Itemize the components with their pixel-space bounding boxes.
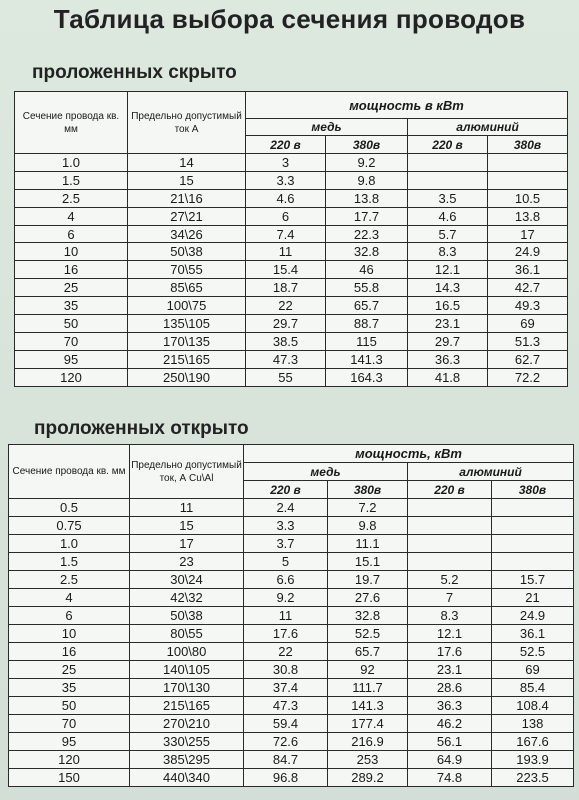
cell-copper-380: 55.8	[326, 279, 408, 297]
cell-copper-220: 3	[246, 154, 326, 172]
table-row	[9, 535, 574, 553]
cell-aluminium-380: 51.3	[488, 332, 568, 350]
cell-current: 215\165	[130, 697, 244, 715]
cell-current: 11	[130, 499, 244, 517]
cell-copper-380: 11.1	[328, 535, 408, 553]
cell-section: 2.5	[15, 189, 128, 207]
header-aluminium-380: 380в	[488, 136, 568, 154]
cell-aluminium-380: 223.5	[492, 769, 574, 787]
cell-section: 10	[15, 243, 128, 261]
cell-copper-380: 88.7	[326, 315, 408, 333]
cell-aluminium-220	[408, 535, 492, 553]
cell-section: 4	[9, 589, 130, 607]
cell-copper-220: 55	[246, 368, 326, 386]
cell-copper-380: 9.2	[326, 154, 408, 172]
header-aluminium-220: 220 в	[408, 481, 492, 499]
cell-aluminium-220: 23.1	[408, 661, 492, 679]
cell-copper-220: 29.7	[246, 315, 326, 333]
section-title-hidden: проложенных скрыто	[32, 62, 237, 83]
table-row	[9, 751, 574, 769]
cell-current: 85\65	[128, 279, 246, 297]
cell-aluminium-220	[408, 553, 492, 571]
cell-copper-380: 115	[326, 332, 408, 350]
cell-aluminium-220: 36.3	[408, 697, 492, 715]
cell-copper-380: 19.7	[328, 571, 408, 589]
table-row	[15, 154, 568, 172]
cell-section: 35	[9, 679, 130, 697]
cell-current: 170\135	[128, 332, 246, 350]
cell-copper-380: 32.8	[326, 243, 408, 261]
cell-copper-220: 17.6	[244, 625, 328, 643]
header-section: Сечение провода кв. мм	[9, 445, 130, 499]
cell-copper-380: 111.7	[328, 679, 408, 697]
cell-aluminium-380: 24.9	[488, 243, 568, 261]
cell-aluminium-220	[408, 154, 488, 172]
cell-copper-380: 9.8	[328, 517, 408, 535]
cell-current: 100\80	[130, 643, 244, 661]
cell-current: 15	[128, 171, 246, 189]
cell-aluminium-380: 193.9	[492, 751, 574, 769]
cell-aluminium-380: 15.7	[492, 571, 574, 589]
cell-section: 120	[15, 368, 128, 386]
header-section: Сечение провода кв. мм	[15, 92, 128, 154]
table-row	[9, 661, 574, 679]
cell-aluminium-220: 8.3	[408, 607, 492, 625]
cell-current: 21\16	[128, 189, 246, 207]
cell-section: 70	[15, 332, 128, 350]
cell-copper-380: 52.5	[328, 625, 408, 643]
cell-current: 250\190	[128, 368, 246, 386]
cell-section: 10	[9, 625, 130, 643]
cell-aluminium-220: 5.2	[408, 571, 492, 589]
cell-section: 150	[9, 769, 130, 787]
cell-copper-380: 177.4	[328, 715, 408, 733]
cell-aluminium-380: 138	[492, 715, 574, 733]
cell-aluminium-380: 10.5	[488, 189, 568, 207]
table-row	[15, 189, 568, 207]
cell-section: 70	[9, 715, 130, 733]
cell-aluminium-220: 12.1	[408, 625, 492, 643]
cell-section: 0.75	[9, 517, 130, 535]
cell-current: 385\295	[130, 751, 244, 769]
cell-current: 140\105	[130, 661, 244, 679]
cell-copper-380: 65.7	[328, 643, 408, 661]
cell-aluminium-380: 69	[488, 315, 568, 333]
table-open	[8, 444, 574, 787]
cell-copper-380: 289.2	[328, 769, 408, 787]
header-aluminium-220: 220 в	[408, 136, 488, 154]
header-aluminium-380: 380в	[492, 481, 574, 499]
cell-aluminium-380	[492, 553, 574, 571]
cell-aluminium-380	[492, 535, 574, 553]
cell-copper-380: 32.8	[328, 607, 408, 625]
header-copper-220: 220 в	[244, 481, 328, 499]
cell-copper-220: 5	[244, 553, 328, 571]
header-copper: медь	[244, 463, 408, 481]
cell-aluminium-220: 14.3	[408, 279, 488, 297]
table-row	[9, 589, 574, 607]
cell-copper-380: 253	[328, 751, 408, 769]
cell-current: 170\130	[130, 679, 244, 697]
table-row	[15, 225, 568, 243]
cell-section: 50	[9, 697, 130, 715]
cell-copper-380: 27.6	[328, 589, 408, 607]
header-aluminium: алюминий	[408, 119, 568, 136]
header-power: мощность в кВт	[246, 92, 568, 119]
cell-copper-220: 3.7	[244, 535, 328, 553]
cell-copper-220: 11	[246, 243, 326, 261]
cell-section: 1.5	[9, 553, 130, 571]
section-title-open: проложенных открыто	[34, 418, 249, 439]
cell-current: 14	[128, 154, 246, 172]
cell-aluminium-380: 21	[492, 589, 574, 607]
table-row	[9, 517, 574, 535]
cell-current: 215\165	[128, 350, 246, 368]
cell-aluminium-380: 42.7	[488, 279, 568, 297]
cell-aluminium-380: 167.6	[492, 733, 574, 751]
header-aluminium: алюминий	[408, 463, 574, 481]
cell-section: 25	[15, 279, 128, 297]
cell-aluminium-220: 7	[408, 589, 492, 607]
cell-aluminium-220: 16.5	[408, 297, 488, 315]
cell-copper-380: 92	[328, 661, 408, 679]
table-row	[9, 499, 574, 517]
cell-current: 70\55	[128, 261, 246, 279]
cell-aluminium-220: 23.1	[408, 315, 488, 333]
cell-aluminium-220: 36.3	[408, 350, 488, 368]
header-current: Предельно допустимый ток, А Cu\Al	[130, 445, 244, 499]
table-row	[15, 243, 568, 261]
cell-copper-220: 84.7	[244, 751, 328, 769]
header-copper-220: 220 в	[246, 136, 326, 154]
cell-current: 80\55	[130, 625, 244, 643]
cell-aluminium-220: 12.1	[408, 261, 488, 279]
cell-copper-380: 164.3	[326, 368, 408, 386]
cell-aluminium-220: 28.6	[408, 679, 492, 697]
cell-section: 120	[9, 751, 130, 769]
cell-current: 27\21	[128, 207, 246, 225]
cell-copper-380: 15.1	[328, 553, 408, 571]
table-row	[9, 679, 574, 697]
table-row	[9, 715, 574, 733]
cell-aluminium-220	[408, 499, 492, 517]
cell-copper-380: 22.3	[326, 225, 408, 243]
table-row	[9, 625, 574, 643]
cell-section: 1.5	[15, 171, 128, 189]
cell-copper-380: 46	[326, 261, 408, 279]
header-copper-380: 380в	[328, 481, 408, 499]
header-copper: медь	[246, 119, 408, 136]
cell-section: 95	[15, 350, 128, 368]
cell-aluminium-380: 108.4	[492, 697, 574, 715]
cell-current: 330\255	[130, 733, 244, 751]
cell-copper-220: 6.6	[244, 571, 328, 589]
cell-copper-220: 3.3	[246, 171, 326, 189]
cell-copper-380: 141.3	[328, 697, 408, 715]
cell-current: 100\75	[128, 297, 246, 315]
cell-copper-220: 38.5	[246, 332, 326, 350]
cell-copper-220: 22	[244, 643, 328, 661]
cell-aluminium-380	[492, 517, 574, 535]
cell-aluminium-380	[488, 171, 568, 189]
cell-copper-220: 47.3	[246, 350, 326, 368]
cell-aluminium-220	[408, 517, 492, 535]
table-row	[9, 571, 574, 589]
cell-copper-220: 96.8	[244, 769, 328, 787]
cell-aluminium-220: 5.7	[408, 225, 488, 243]
cell-section: 50	[15, 315, 128, 333]
cell-aluminium-380	[488, 154, 568, 172]
cell-copper-380: 13.8	[326, 189, 408, 207]
cell-copper-380: 7.2	[328, 499, 408, 517]
cell-current: 23	[130, 553, 244, 571]
cell-copper-220: 30.8	[244, 661, 328, 679]
cell-aluminium-220: 4.6	[408, 207, 488, 225]
cell-section: 16	[15, 261, 128, 279]
cell-aluminium-380: 62.7	[488, 350, 568, 368]
cell-copper-220: 59.4	[244, 715, 328, 733]
cell-aluminium-380: 52.5	[492, 643, 574, 661]
cell-copper-220: 6	[246, 207, 326, 225]
cell-current: 50\38	[128, 243, 246, 261]
table-row	[15, 350, 568, 368]
cell-copper-220: 9.2	[244, 589, 328, 607]
table-row	[9, 769, 574, 787]
cell-section: 16	[9, 643, 130, 661]
cell-copper-220: 47.3	[244, 697, 328, 715]
cell-aluminium-380: 24.9	[492, 607, 574, 625]
cell-aluminium-380: 36.1	[492, 625, 574, 643]
table-hidden	[14, 91, 568, 387]
cell-aluminium-380	[492, 499, 574, 517]
table-row	[9, 733, 574, 751]
table-row	[9, 607, 574, 625]
cell-aluminium-220: 64.9	[408, 751, 492, 769]
cell-current: 17	[130, 535, 244, 553]
cell-copper-380: 17.7	[326, 207, 408, 225]
table-row	[9, 553, 574, 571]
cell-current: 15	[130, 517, 244, 535]
table-row	[15, 261, 568, 279]
cell-section: 6	[9, 607, 130, 625]
cell-section: 1.0	[9, 535, 130, 553]
cell-copper-220: 11	[244, 607, 328, 625]
cell-copper-220: 2.4	[244, 499, 328, 517]
cell-aluminium-220	[408, 171, 488, 189]
table-row	[15, 368, 568, 386]
table-row	[15, 207, 568, 225]
table-row	[15, 297, 568, 315]
cell-aluminium-380: 36.1	[488, 261, 568, 279]
cell-current: 270\210	[130, 715, 244, 733]
cell-current: 34\26	[128, 225, 246, 243]
table-row	[15, 279, 568, 297]
cell-aluminium-220: 8.3	[408, 243, 488, 261]
cell-current: 30\24	[130, 571, 244, 589]
cell-section: 0.5	[9, 499, 130, 517]
cell-copper-220: 22	[246, 297, 326, 315]
cell-copper-220: 72.6	[244, 733, 328, 751]
cell-section: 4	[15, 207, 128, 225]
cell-copper-220: 18.7	[246, 279, 326, 297]
header-current: Предельно допустимый ток А	[128, 92, 246, 154]
cell-current: 50\38	[130, 607, 244, 625]
table-row	[15, 332, 568, 350]
cell-aluminium-380: 69	[492, 661, 574, 679]
cell-section: 6	[15, 225, 128, 243]
cell-aluminium-380: 49.3	[488, 297, 568, 315]
cell-aluminium-380: 85.4	[492, 679, 574, 697]
table-row	[9, 697, 574, 715]
cell-copper-220: 37.4	[244, 679, 328, 697]
cell-copper-220: 7.4	[246, 225, 326, 243]
cell-aluminium-220: 17.6	[408, 643, 492, 661]
cell-aluminium-220: 46.2	[408, 715, 492, 733]
cell-aluminium-380: 17	[488, 225, 568, 243]
cell-aluminium-220: 56.1	[408, 733, 492, 751]
cell-current: 440\340	[130, 769, 244, 787]
cell-copper-380: 141.3	[326, 350, 408, 368]
cell-copper-220: 15.4	[246, 261, 326, 279]
cell-copper-380: 216.9	[328, 733, 408, 751]
cell-aluminium-220: 29.7	[408, 332, 488, 350]
cell-copper-380: 9.8	[326, 171, 408, 189]
cell-copper-380: 65.7	[326, 297, 408, 315]
cell-copper-220: 3.3	[244, 517, 328, 535]
page-title: Таблица выбора сечения проводов	[53, 4, 526, 34]
cell-section: 1.0	[15, 154, 128, 172]
table-row	[15, 315, 568, 333]
cell-section: 35	[15, 297, 128, 315]
header-power: мощность, кВт	[244, 445, 574, 463]
cell-section: 95	[9, 733, 130, 751]
cell-copper-220: 4.6	[246, 189, 326, 207]
table-row	[9, 643, 574, 661]
cell-section: 25	[9, 661, 130, 679]
table-row	[15, 171, 568, 189]
cell-aluminium-220: 74.8	[408, 769, 492, 787]
cell-section: 2.5	[9, 571, 130, 589]
cell-aluminium-220: 41.8	[408, 368, 488, 386]
cell-current: 42\32	[130, 589, 244, 607]
cell-aluminium-380: 72.2	[488, 368, 568, 386]
cell-current: 135\105	[128, 315, 246, 333]
header-copper-380: 380в	[326, 136, 408, 154]
cell-aluminium-220: 3.5	[408, 189, 488, 207]
cell-aluminium-380: 13.8	[488, 207, 568, 225]
